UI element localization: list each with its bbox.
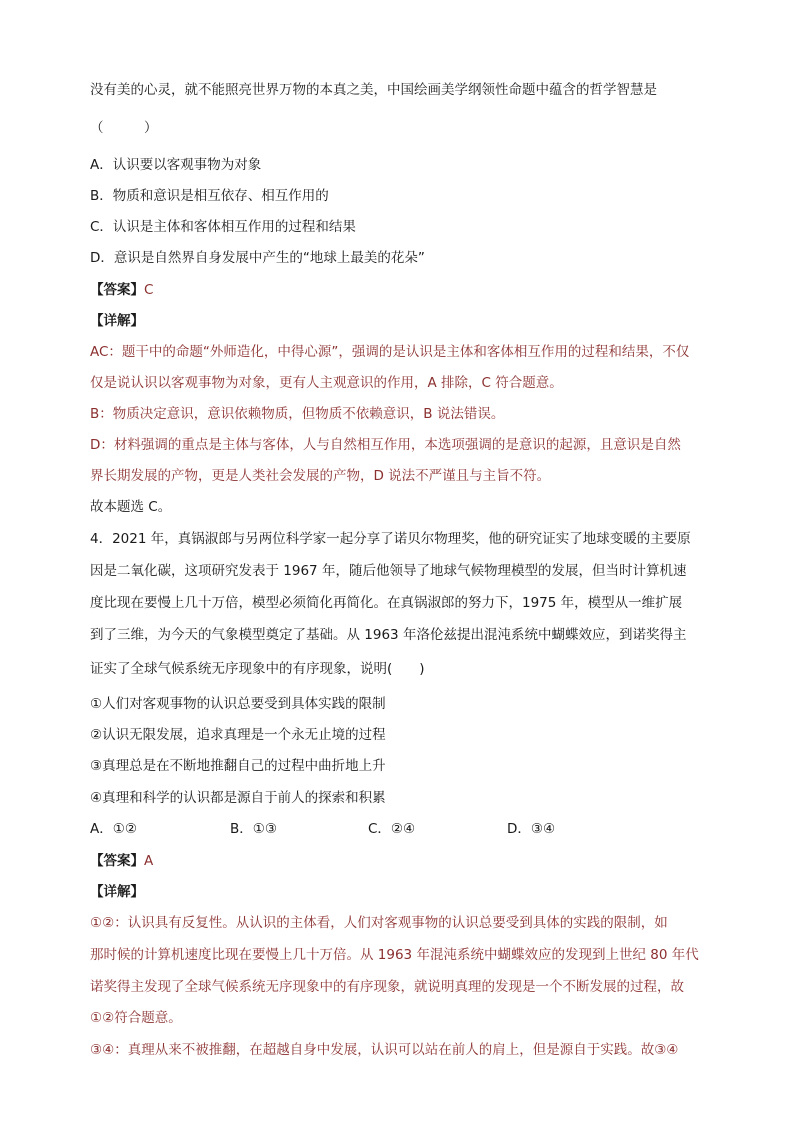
- q3-blank: （ ）: [90, 120, 158, 136]
- q4-stem-4: 到了三维，为今天的气象模型奠定了基础。从 1963 年洛伦兹提出混沌系统中蝴蝶效应，到诺奖得主: [90, 627, 687, 643]
- q4-option-d: D．③④: [507, 821, 556, 837]
- q4-detail-1: ①②：认识具有反复性。从认识的主体看，人们对客观事物的认识总要受到具体的实践的限制，如: [90, 915, 668, 931]
- q4-option-b: B．①③: [230, 821, 277, 837]
- q4-detail-4: ①②符合题意。: [90, 1010, 182, 1026]
- q3-option-b: B．物质和意识是相互依存、相互作用的: [90, 188, 329, 204]
- q3-detail-d-2: 界长期发展的产物，更是人类社会发展的产物，D 说法不严谨且与主旨不符。: [90, 468, 551, 484]
- q4-option-a: A．①②: [90, 821, 137, 837]
- q4-detail-2: 那时候的计算机速度比现在要慢上几十万倍。从 1963 年混沌系统中蝴蝶效应的发现到上世纪 80 年代: [90, 947, 699, 963]
- q3-detail-ac-1: AC：题干中的命题“外师造化，中得心源”，强调的是认识是主体和客体相互作用的过程和结果，不仅: [90, 344, 690, 360]
- q4-stem-5: 证实了全球气候系统无序现象中的有序现象，说明( ): [90, 661, 425, 677]
- q4-item-1: ①人们对客观事物的认识总要受到具体实践的限制: [90, 696, 386, 712]
- q4-detail-label: 【详解】: [90, 884, 144, 900]
- q4-item-4: ④真理和科学的认识都是源自于前人的探索和积累: [90, 790, 386, 806]
- q3-detail-label: 【详解】: [90, 313, 144, 329]
- q3-option-d: D．意识是自然界自身发展中产生的“地球上最美的花朵”: [90, 250, 425, 266]
- answer-label: 【答案】: [90, 853, 144, 869]
- q4-stem-1: 4．2021 年，真锅淑郎与另两位科学家一起分享了诺贝尔物理奖，他的研究证实了地球变暖的主要原: [90, 531, 691, 547]
- q3-stem: 没有美的心灵，就不能照亮世界万物的本真之美，中国绘画美学纲领性命题中蕴含的哲学智慧是: [90, 82, 657, 98]
- q3-detail-d-1: D：材料强调的重点是主体与客体，人与自然相互作用，本选项强调的是意识的起源，且意识是自然: [90, 437, 681, 453]
- q4-detail-3: 诺奖得主发现了全球气候系统无序现象中的有序现象，就说明真理的发现是一个不断发展的过程，故: [90, 979, 684, 995]
- q3-answer: [90, 280, 706, 300]
- q3-conclusion: 故本题选 C。: [90, 499, 172, 515]
- q4-stem-2: 因是二氧化碳，这项研究发表于 1967 年，随后他领导了地球气候物理模型的发展，但当时计算机速: [90, 563, 687, 579]
- answer-value: A: [144, 853, 154, 869]
- answer-value: C: [144, 282, 154, 298]
- q4-option-c: C．②④: [368, 821, 416, 837]
- q3-detail-b: B：物质决定意识，意识依赖物质，但物质不依赖意识，B 说法错误。: [90, 406, 505, 422]
- q3-detail-ac-2: 仅是说认识以客观事物为对象，更有人主观意识的作用，A 排除，C 符合题意。: [90, 375, 563, 391]
- q4-answer: [90, 851, 706, 871]
- q4-item-3: ③真理总是在不断地推翻自己的过程中曲折地上升: [90, 758, 386, 774]
- q4-detail-5: ③④：真理从来不被推翻，在超越自身中发展，认识可以站在前人的肩上，但是源自于实践。故③④: [90, 1042, 679, 1058]
- q4-item-2: ②认识无限发展，追求真理是一个永无止境的过程: [90, 727, 386, 743]
- q3-option-c: C．认识是主体和客体相互作用的过程和结果: [90, 219, 356, 235]
- q3-option-a: A．认识要以客观事物为对象: [90, 157, 262, 173]
- answer-label: 【答案】: [90, 282, 144, 298]
- q4-stem-3: 度比现在要慢上几十万倍，模型必须简化再简化。在真锅淑郎的努力下，1975 年，模型从一维扩展: [90, 595, 683, 611]
